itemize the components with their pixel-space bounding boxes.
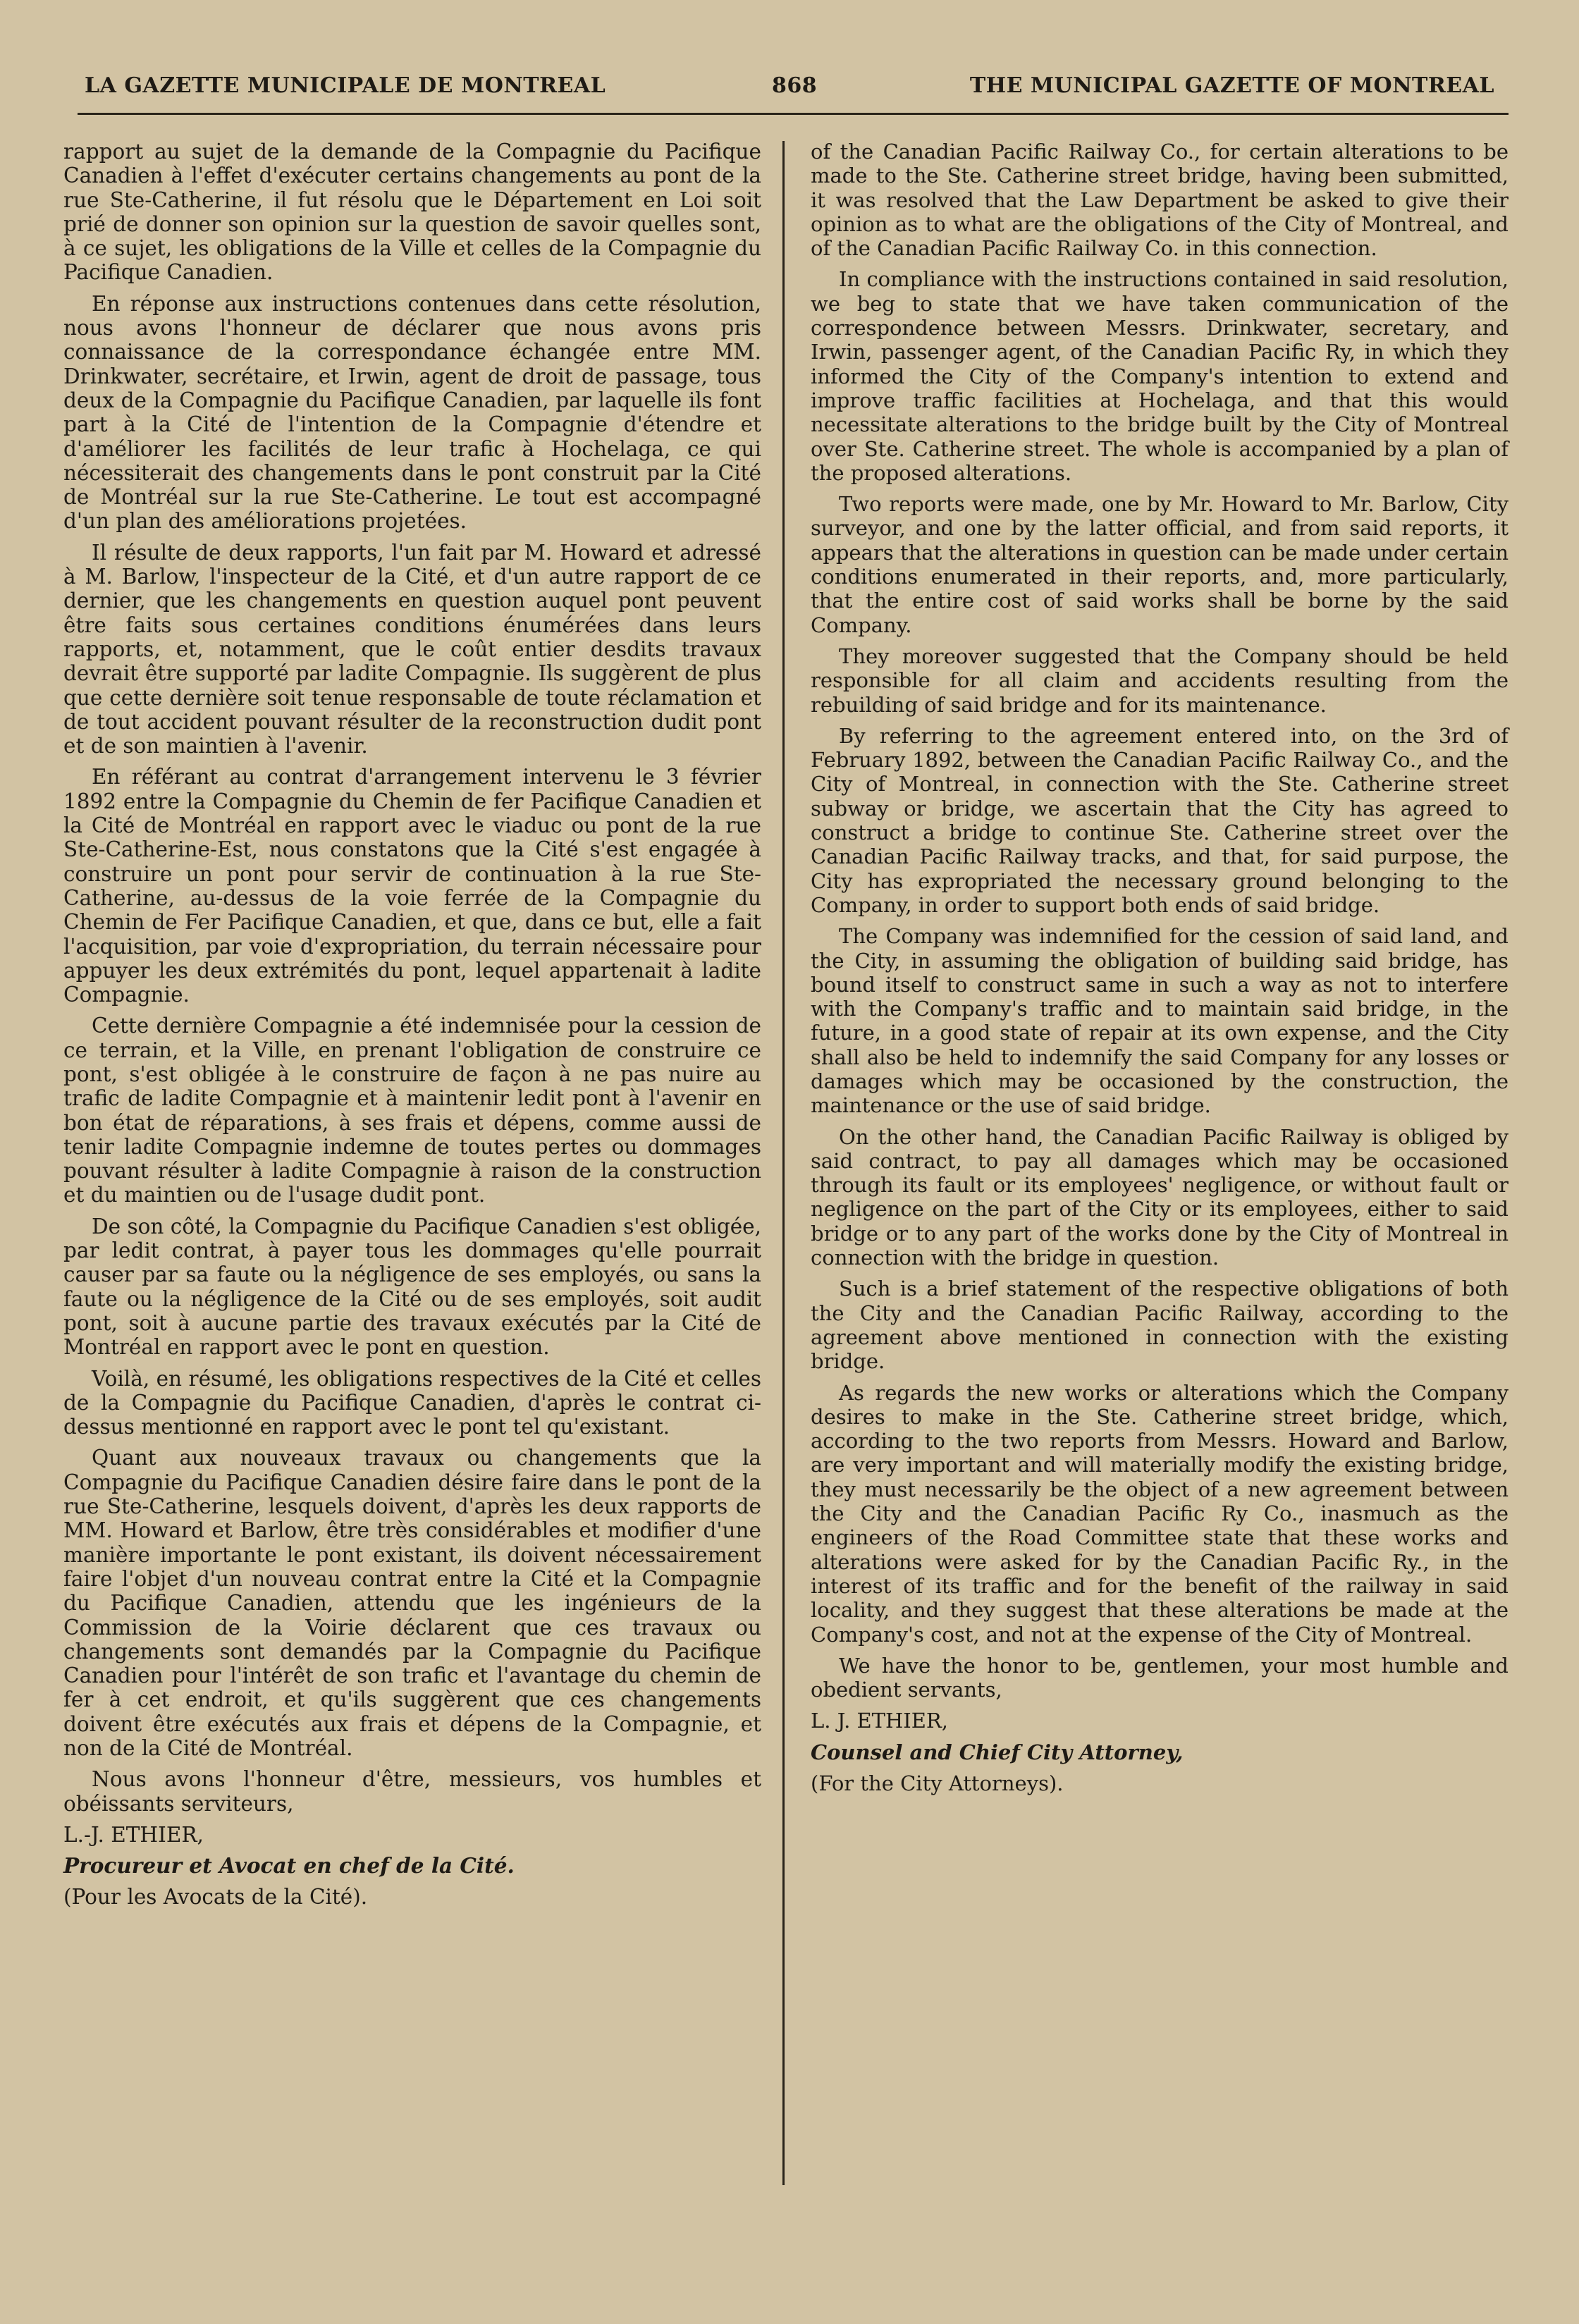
english-paragraph: In compliance with the instructions contained in said resolution, we beg to state that we have taken communication of the correspondence between Messrs. Drinkwater, secretary, and Irwin, passenger agent, of the Canadian Pacific Ry, in which they informed the City of the Company's intention to extend and improve traffic facilities at Hochelaga, and that this would necessitate alterations to the bridge built by the City of Montreal over Ste. Catherine street. The whole is accompanied by a plan of the proposed alterations.: [811, 267, 1509, 485]
french-paragraph: Cette dernière Compagnie a été indemnisée pour la cession de ce terrain, et la Ville, en prenant l'obligation de construire ce pont, s'est obligée à le construire de façon à ne pas nuire au trafic de ladite Compagnie et à maintenir ledit pont à l'avenir en bon état de réparations, à ses frais et dépens, comme aussi de tenir ladite Compagnie indemne de toutes pertes ou dommages pouvant résulter à ladite Compagnie à raison de la construction et du maintien ou de l'usage dudit pont.: [63, 1014, 761, 1207]
french-signature-title: Procureur et Avocat en chef de la Cité.: [63, 1853, 515, 1879]
french-column: [63, 140, 761, 1917]
page-header: [70, 73, 1509, 116]
english-signature-for: (For the City Attorneys).: [811, 1771, 1064, 1795]
french-paragraph: Voilà, en résumé, les obligations respectives de la Cité et celles de la Compagnie du Pacifique Canadien, d'après le contrat ci-dessus mentionné en rapport avec le pont tel qu'existant.: [63, 1366, 761, 1439]
english-signature-name: L. J. ETHIER,: [811, 1709, 948, 1733]
english-paragraph: They moreover suggested that the Company should be held responsible for all claim and accidents resulting from the rebuilding of said bridge and for its maintenance.: [811, 644, 1509, 717]
english-signature-title: Counsel and Chief City Attorney,: [811, 1740, 1184, 1764]
english-paragraph: On the other hand, the Canadian Pacific Railway is obliged by said contract, to pay all damages which may be occasioned through its fault or its employees' negligence, or without fault or negligence on the part of the City or its employees, either to said bridge or to any part of the works done by the City of Montreal in connection with the bridge in question.: [811, 1124, 1509, 1270]
column-divider: [782, 141, 785, 2185]
english-paragraph: of the Canadian Pacific Railway Co., for certain alterations to be made to the Ste. Catherine street bridge, having been submitted, it was resolved that the Law Department be asked to give their opinion as to what are the obligations of the City of Montreal, and of the Canadian Pacific Railway Co. in this connection.: [811, 140, 1509, 261]
english-paragraph: By referring to the agreement entered into, on the 3rd of February 1892, between the Canadian Pacific Railway Co., and the City of Montreal, in connection with the Ste. Catherine street subway or bridge, we ascertain that the City has agreed to construct a bridge to continue Ste. Catherine street over the Canadian Pacific Railway tracks, and that, for said purpose, the City has expropriated the necessary ground belonging to the Company, in order to support both ends of said bridge.: [811, 723, 1509, 917]
french-paragraph: En réponse aux instructions contenues dans cette résolution, nous avons l'honneur de déclarer que nous avons pris connaissance de la correspondance échangée entre MM. Drinkwater, secrétaire, et Irwin, agent de droit de passage, tous deux de la Compagnie du Pacifique Canadien, par laquelle ils font part à la Cité de l'intention de la Compagnie d'étendre et d'améliorer les facilités de leur trafic à Hochelaga, ce qui nécessiterait des changements dans le pont construit par la Cité de Montréal sur la rue Ste-Catherine. Le tout est accompagné d'un plan des améliorations projetées.: [63, 291, 761, 534]
header-rule: [78, 113, 1509, 115]
english-paragraph: Two reports were made, one by Mr. Howard to Mr. Barlow, City surveyor, and one by the latter official, and from said reports, it appears that the alterations in question can be made under certain conditions enumerated in their reports, and, more particularly, that the entire cost of said works shall be borne by the said Company.: [811, 492, 1509, 637]
english-paragraph: Such is a brief statement of the respective obligations of both the City and the Canadian Pacific Railway, according to the agreement above mentioned in connection with the existing bridge.: [811, 1277, 1509, 1374]
french-paragraph: Nous avons l'honneur d'être, messieurs, vos humbles et obéissants serviteurs,: [63, 1767, 761, 1816]
english-paragraph: The Company was indemnified for the cession of said land, and the City, in assuming the obligation of building said bridge, has bound itself to construct same in such a way as not to interfere with the Company's traffic and to maintain said bridge, in the future, in a good state of repair at its own expense, and the City shall also be held to indemnify the said Company for any losses or damages which may be occasioned by the construction, the maintenance or the use of said bridge.: [811, 924, 1509, 1118]
french-paragraph: Quant aux nouveaux travaux ou changements que la Compagnie du Pacifique Canadien désire faire dans le pont de la rue Ste-Catherine, lesquels doivent, d'après les deux rapports de MM. Howard et Barlow, être très considérables et modifier d'une manière importante le pont existant, ils doivent nécessairement faire l'objet d'un nouveau contrat entre la Cité et la Compagnie du Pacifique Canadien, attendu que les ingénieurs de la Commission de la Voirie déclarent que ces travaux ou changements sont demandés par la Compagnie du Pacifique Canadien pour l'intérêt de son trafic et l'avantage du chemin de fer à cet endroit, et qu'ils suggèrent que ces changements doivent être exécutés aux frais et dépens de la Compagnie, et non de la Cité de Montréal.: [63, 1446, 761, 1760]
french-paragraph: En référant au contrat d'arrangement intervenu le 3 février 1892 entre la Compagnie du Chemin de fer Pacifique Canadien et la Cité de Montréal en rapport avec le viaduc ou pont de la rue Ste-Catherine-Est, nous constatons que la Cité s'est engagée à construire un pont pour servir de continuation à la rue Ste-Catherine, au-dessus de la voie ferrée de la Compagnie du Chemin de Fer Pacifique Canadien, et que, dans ce but, elle a fait l'acquisition, par voie d'expropriation, du terrain nécessaire pour appuyer les deux extrémités du pont, lequel appartenait à ladite Compagnie.: [63, 765, 761, 1007]
english-column: [811, 140, 1509, 1802]
page-number: 868: [772, 73, 818, 98]
french-signature-name: L.-J. ETHIER,: [63, 1822, 204, 1847]
french-paragraph: Il résulte de deux rapports, l'un fait par M. Howard et adressé à M. Barlow, l'inspecteur de la Cité, et d'un autre rapport de ce dernier, que les changements en question auquel pont peuvent être faits sous certaines conditions énumérées dans leurs rapports, et, notamment, que le coût entier desdits travaux devrait être supporté par ladite Compagnie. Ils suggèrent de plus que cette dernière soit tenue responsable de toute réclamation et de tout accident pouvant résulter de la reconstruction dudit pont et de son maintien à l'avenir.: [63, 540, 761, 758]
french-paragraph: rapport au sujet de la demande de la Compagnie du Pacifique Canadien à l'effet d'exécuter certains changements au pont de la rue Ste-Catherine, il fut résolu que le Département en Loi soit prié de donner son opinion sur la question de savoir quelles sont, à ce sujet, les obligations de la Ville et celles de la Compagnie du Pacifique Canadien.: [63, 140, 761, 285]
french-signature-for: (Pour les Avocats de la Cité).: [63, 1885, 368, 1910]
french-paragraph: De son côté, la Compagnie du Pacifique Canadien s'est obligée, par ledit contrat, à payer tous les dommages qu'elle pourrait causer par sa faute ou la négligence de ses employés, ou sans la faute ou la négligence de la Cité ou de ses employés, soit audit pont, soit à aucune partie des travaux exécutés par la Cité de Montréal en rapport avec le pont en question.: [63, 1214, 761, 1360]
english-paragraph: As regards the new works or alterations which the Company desires to make in the Ste. Catherine street bridge, which, according to the two reports from Messrs. Howard and Barlow, are very important and will materially modify the existing bridge, they must necessarily be the object of a new agreement between the City and the Canadian Pacific Ry Co., inasmuch as the engineers of the Road Committee state that these works and alterations were asked for by the Canadian Pacific Ry., in the interest of its traffic and for the benefit of the railway in said locality, and they suggest that these alterations be made at the Company's cost, and not at the expense of the City of Montreal.: [811, 1380, 1509, 1647]
english-paragraph: We have the honor to be, gentlemen, your most humble and obedient servants,: [811, 1653, 1509, 1702]
header-french-title: LA GAZETTE MUNICIPALE DE MONTREAL: [85, 73, 606, 98]
header-english-title: THE MUNICIPAL GAZETTE OF MONTREAL: [969, 73, 1494, 98]
